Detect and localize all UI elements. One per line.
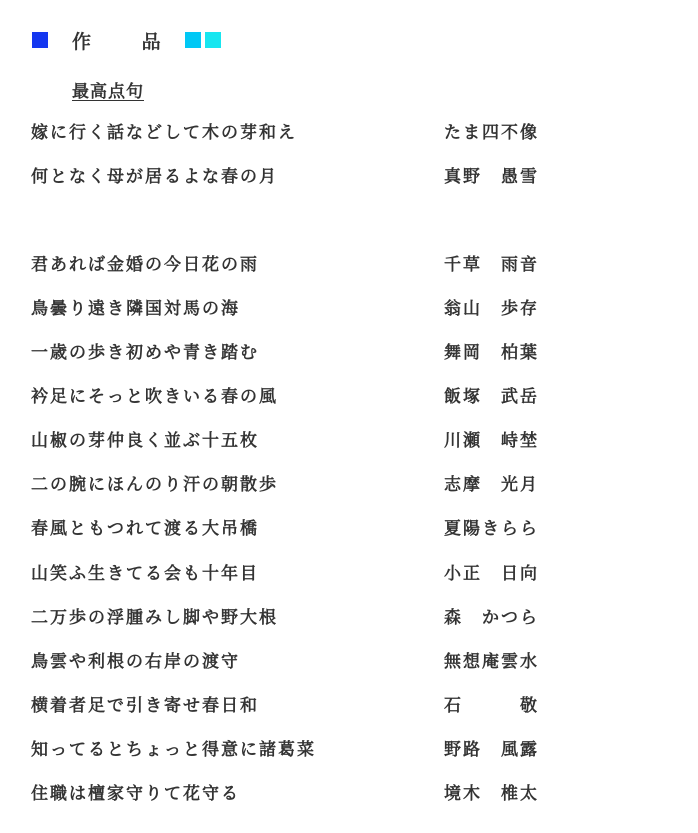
haiku-author: 千草 雨音 [444, 255, 539, 275]
haiku-text: 鳥曇り遠き隣国対馬の海 [31, 299, 240, 319]
haiku-row [31, 735, 671, 761]
haiku-row [31, 118, 671, 144]
haiku-row [31, 162, 671, 188]
haiku-text: 衿足にそっと吹きいる春の風 [31, 387, 278, 407]
haiku-author: 舞岡 柏葉 [444, 343, 539, 363]
haiku-text: 何となく母が居るよな春の月 [31, 167, 278, 187]
haiku-author: 志摩 光月 [444, 475, 539, 495]
haiku-row [31, 382, 671, 408]
haiku-row [31, 779, 671, 805]
cyan-square-icon [185, 32, 201, 48]
haiku-text: 君あれば金婚の今日花の雨 [31, 255, 259, 275]
haiku-author: 飯塚 武岳 [444, 387, 539, 407]
haiku-text: 鳥雲や利根の右岸の渡守 [31, 652, 240, 672]
page-title: 作 品 [72, 30, 183, 53]
haiku-text: 春風ともつれて渡る大吊橋 [31, 519, 259, 539]
section-label-top-score: 最高点句 [72, 82, 144, 102]
cyan-square-icon-2 [205, 32, 221, 48]
haiku-author: 石 敬 [444, 696, 539, 716]
haiku-row [31, 603, 671, 629]
haiku-row [31, 470, 671, 496]
haiku-text: 山笑ふ生きてる会も十年目 [31, 564, 259, 584]
haiku-row [31, 514, 671, 540]
page-header [32, 30, 221, 53]
haiku-text: 住職は檀家守りて花守る [31, 784, 240, 804]
haiku-author: 翁山 歩存 [444, 299, 539, 319]
haiku-row [31, 338, 671, 364]
haiku-author: 森 かつら [444, 608, 539, 628]
haiku-row [31, 559, 671, 585]
haiku-row [31, 426, 671, 452]
haiku-row [31, 294, 671, 320]
haiku-text: 一歳の歩き初めや青き踏む [31, 343, 259, 363]
haiku-text: 二の腕にほんのり汗の朝散歩 [31, 475, 278, 495]
haiku-row [31, 250, 671, 276]
haiku-text: 二万歩の浮腫みし脚や野大根 [31, 608, 278, 628]
haiku-text: 横着者足で引き寄せ春日和 [31, 696, 259, 716]
haiku-author: 真野 愚雪 [444, 167, 539, 187]
haiku-author: 境木 椎太 [444, 784, 539, 804]
haiku-text: 知ってるとちょっと得意に諸葛菜 [31, 740, 316, 760]
blue-square-icon [32, 32, 48, 48]
haiku-text: 嫁に行く話などして木の芽和え [31, 123, 297, 143]
haiku-author: 無想庵雲水 [444, 652, 539, 672]
haiku-row [31, 647, 671, 673]
haiku-row [31, 691, 671, 717]
haiku-author: たま四不像 [444, 123, 539, 143]
haiku-author: 夏陽きらら [444, 519, 539, 539]
haiku-author: 小正 日向 [444, 564, 539, 584]
haiku-author: 川瀬 峙埜 [444, 431, 539, 451]
haiku-text: 山椒の芽仲良く並ぶ十五枚 [31, 431, 259, 451]
haiku-author: 野路 風露 [444, 740, 539, 760]
